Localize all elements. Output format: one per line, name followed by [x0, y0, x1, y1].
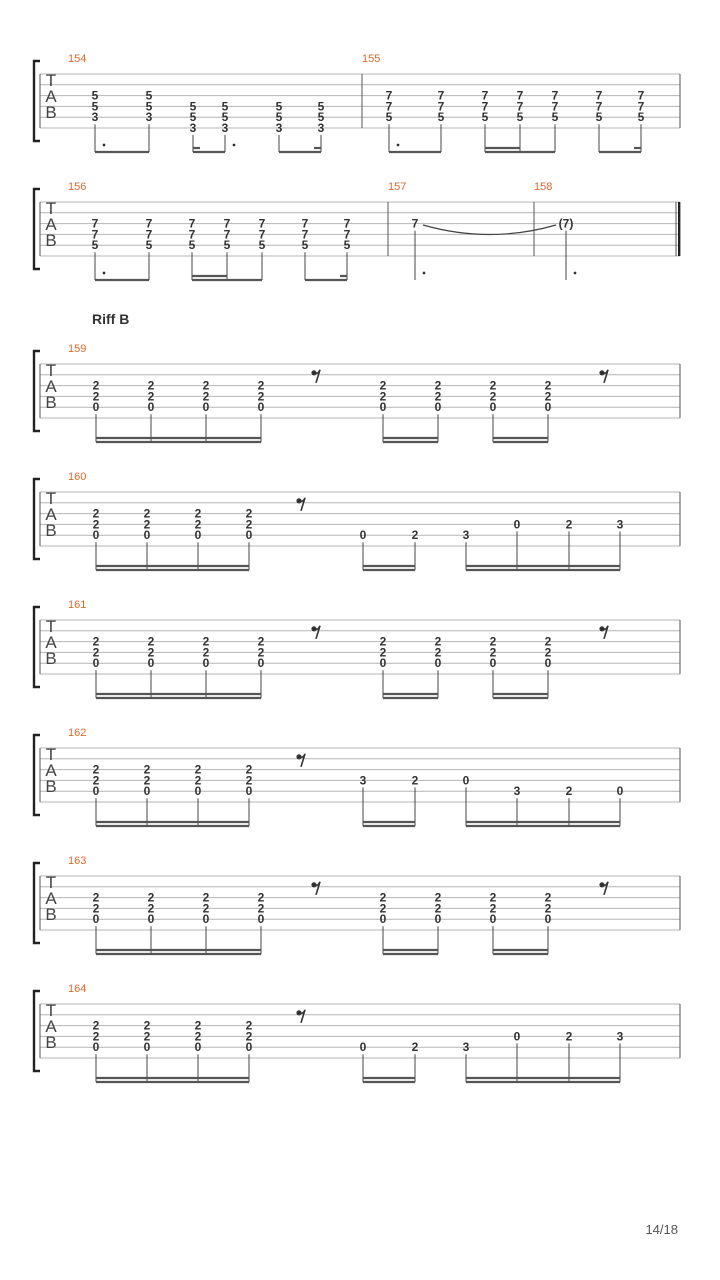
- fret-number: 2: [202, 378, 210, 393]
- tab-clef-letter: B: [45, 905, 57, 924]
- tab-clef-letter: A: [45, 1017, 57, 1036]
- fret-number: 0: [202, 912, 210, 927]
- tab-clef-letter: A: [45, 505, 57, 524]
- fret-number: 5: [91, 88, 99, 103]
- fret-number: 3: [616, 1029, 624, 1044]
- fret-number: 2: [92, 517, 100, 532]
- fret-number: 2: [434, 378, 442, 393]
- tab-clef-letter: T: [45, 745, 57, 764]
- fret-number: 0: [434, 656, 442, 671]
- system-bracket: [34, 991, 40, 1071]
- fret-number: 5: [221, 110, 229, 125]
- fret-number: 3: [317, 121, 325, 135]
- fret-number: 2: [489, 634, 497, 649]
- fret-number: 2: [257, 634, 265, 649]
- system-bracket: [34, 607, 40, 687]
- fret-number: 0: [544, 400, 552, 415]
- tab-clef-letter: B: [45, 103, 57, 122]
- fret-number: 0: [92, 784, 100, 799]
- fret-number: 5: [595, 110, 603, 125]
- fret-number: 2: [202, 645, 210, 660]
- fret-number: 7: [595, 88, 603, 103]
- fret-number: 3: [513, 784, 521, 799]
- fret-number: 2: [489, 901, 497, 916]
- fret-number: 0: [544, 656, 552, 671]
- fret-number: 2: [245, 762, 253, 777]
- fret-number: 2: [379, 634, 387, 649]
- fret-number: 0: [92, 912, 100, 927]
- fret-number: 2: [147, 645, 155, 660]
- fret-number: 3: [616, 517, 624, 532]
- fret-number: 2: [143, 517, 151, 532]
- fret-number: 5: [145, 99, 153, 114]
- fret-number: 2: [92, 634, 100, 649]
- fret-number: 5: [551, 110, 559, 125]
- fret-number: 2: [147, 901, 155, 916]
- fret-number: 5: [637, 110, 645, 125]
- fret-number: 7: [516, 99, 524, 114]
- fret-number: 2: [92, 506, 100, 521]
- fret-number: 5: [385, 110, 393, 125]
- fret-number: 3: [189, 121, 197, 135]
- fret-number: 2: [92, 762, 100, 777]
- fret-number: 7: [188, 227, 196, 242]
- fret-number: 7: [343, 216, 351, 231]
- fret-number: 2: [411, 1040, 419, 1055]
- tab-clef-letter: B: [45, 1033, 57, 1052]
- fret-number: 2: [194, 773, 202, 788]
- tab-clef-letter: T: [45, 71, 57, 90]
- fret-number: 2: [92, 901, 100, 916]
- fret-number: 0: [245, 784, 253, 799]
- fret-number: 2: [565, 517, 573, 532]
- augmentation-dot: [103, 272, 106, 275]
- measure-number: 159: [68, 343, 87, 355]
- fret-number: 2: [92, 773, 100, 788]
- fret-number: 5: [91, 238, 99, 253]
- tab-clef-letter: A: [45, 761, 57, 780]
- fret-number: 2: [143, 762, 151, 777]
- fret-number: 0: [616, 784, 624, 799]
- fret-number: 2: [544, 890, 552, 905]
- fret-number: 2: [379, 389, 387, 404]
- fret-number: 5: [516, 110, 524, 125]
- tab-clef-letter: T: [45, 489, 57, 508]
- fret-number: 2: [143, 1018, 151, 1033]
- fret-number: 2: [147, 389, 155, 404]
- fret-number: 0: [379, 656, 387, 671]
- fret-number: 2: [544, 901, 552, 916]
- fret-number: 0: [202, 400, 210, 415]
- tab-clef-letter: A: [45, 87, 57, 106]
- fret-number: 2: [434, 901, 442, 916]
- fret-number: 2: [202, 389, 210, 404]
- fret-number: 2: [379, 890, 387, 905]
- fret-number: 0: [359, 528, 367, 543]
- fret-number: 2: [143, 773, 151, 788]
- fret-number: 5: [481, 110, 489, 125]
- fret-number: 2: [565, 784, 573, 799]
- fret-number: 7: [385, 99, 393, 114]
- system-bracket: [34, 189, 40, 269]
- tab-clef-letter: T: [45, 873, 57, 892]
- fret-number: 5: [258, 238, 266, 253]
- fret-number: 7: [516, 88, 524, 103]
- fret-number: (7): [558, 216, 574, 231]
- fret-number: 0: [379, 912, 387, 927]
- fret-number: 7: [481, 99, 489, 114]
- tab-clef-letter: B: [45, 777, 57, 796]
- fret-number: 2: [257, 378, 265, 393]
- fret-number: 2: [92, 389, 100, 404]
- fret-number: 2: [379, 901, 387, 916]
- fret-number: 0: [194, 528, 202, 543]
- tab-clef-letter: T: [45, 361, 57, 380]
- tab-clef-letter: T: [45, 1001, 57, 1020]
- fret-number: 7: [223, 216, 231, 231]
- measure-number: 157: [388, 181, 407, 193]
- fret-number: 0: [462, 773, 470, 788]
- fret-number: 0: [359, 1040, 367, 1055]
- system-bracket: [34, 61, 40, 141]
- fret-number: 0: [379, 400, 387, 415]
- fret-number: 7: [437, 88, 445, 103]
- augmentation-dot: [423, 272, 426, 275]
- fret-number: 3: [275, 121, 283, 135]
- fret-number: 0: [92, 656, 100, 671]
- fret-number: 5: [189, 110, 197, 125]
- fret-number: 5: [91, 99, 99, 114]
- fret-number: 3: [359, 773, 367, 788]
- measure-number: 156: [68, 181, 87, 193]
- fret-number: 7: [91, 227, 99, 242]
- fret-number: 3: [221, 121, 229, 135]
- fret-number: 5: [275, 110, 283, 125]
- fret-number: 2: [489, 890, 497, 905]
- fret-number: 2: [143, 506, 151, 521]
- fret-number: 5: [145, 238, 153, 253]
- fret-number: 7: [258, 227, 266, 242]
- fret-number: 7: [301, 216, 309, 231]
- fret-number: 5: [221, 99, 229, 114]
- measure-number: 158: [534, 181, 553, 193]
- fret-number: 2: [411, 773, 419, 788]
- tab-clef-letter: A: [45, 215, 57, 234]
- fret-number: 2: [194, 517, 202, 532]
- measure-number: 154: [68, 53, 87, 65]
- fret-number: 0: [143, 528, 151, 543]
- system-bracket: [34, 479, 40, 559]
- fret-number: 0: [257, 400, 265, 415]
- fret-number: 0: [92, 528, 100, 543]
- fret-number: 2: [434, 890, 442, 905]
- fret-number: 2: [147, 634, 155, 649]
- fret-number: 5: [223, 238, 231, 253]
- fret-number: 2: [202, 890, 210, 905]
- fret-number: 2: [257, 890, 265, 905]
- fret-number: 2: [92, 378, 100, 393]
- fret-number: 2: [544, 389, 552, 404]
- fret-number: 7: [343, 227, 351, 242]
- fret-number: 2: [92, 645, 100, 660]
- fret-number: 0: [434, 400, 442, 415]
- fret-number: 5: [301, 238, 309, 253]
- fret-number: 0: [143, 1040, 151, 1055]
- measure-number: 162: [68, 727, 87, 739]
- fret-number: 0: [257, 656, 265, 671]
- fret-number: 2: [143, 1029, 151, 1044]
- tab-clef-letter: A: [45, 377, 57, 396]
- fret-number: 0: [143, 784, 151, 799]
- fret-number: 3: [462, 528, 470, 543]
- fret-number: 0: [489, 912, 497, 927]
- fret-number: 7: [551, 88, 559, 103]
- tab-clef-letter: A: [45, 633, 57, 652]
- augmentation-dot: [233, 144, 236, 147]
- fret-number: 0: [245, 528, 253, 543]
- fret-number: 5: [317, 99, 325, 114]
- tab-clef-letter: B: [45, 393, 57, 412]
- fret-number: 3: [145, 110, 153, 125]
- fret-number: 2: [434, 645, 442, 660]
- fret-number: 0: [92, 1040, 100, 1055]
- measure-number: 163: [68, 855, 87, 867]
- fret-number: 5: [188, 238, 196, 253]
- fret-number: 0: [544, 912, 552, 927]
- fret-number: 2: [565, 1029, 573, 1044]
- fret-number: 2: [411, 528, 419, 543]
- fret-number: 7: [91, 216, 99, 231]
- section-label-riff-b: Riff B: [92, 311, 130, 327]
- fret-number: 2: [245, 506, 253, 521]
- fret-number: 2: [544, 378, 552, 393]
- augmentation-dot: [103, 144, 106, 147]
- page-number: 14/18: [645, 1222, 678, 1237]
- fret-number: 7: [481, 88, 489, 103]
- fret-number: 0: [194, 1040, 202, 1055]
- fret-number: 7: [385, 88, 393, 103]
- measure-number: 164: [68, 983, 87, 995]
- fret-number: 2: [245, 1029, 253, 1044]
- fret-number: 5: [317, 110, 325, 125]
- measure-number: 155: [362, 53, 381, 65]
- fret-number: 0: [513, 1029, 521, 1044]
- fret-number: 2: [245, 1018, 253, 1033]
- system-bracket: [34, 735, 40, 815]
- fret-number: 0: [147, 656, 155, 671]
- fret-number: 5: [437, 110, 445, 125]
- fret-number: 5: [275, 99, 283, 114]
- fret-number: 0: [245, 1040, 253, 1055]
- fret-number: 0: [194, 784, 202, 799]
- fret-number: 7: [411, 216, 419, 231]
- fret-number: 2: [257, 645, 265, 660]
- tab-clef-letter: T: [45, 617, 57, 636]
- fret-number: 2: [434, 389, 442, 404]
- fret-number: 0: [147, 400, 155, 415]
- system-bracket: [34, 351, 40, 431]
- fret-number: 0: [257, 912, 265, 927]
- fret-number: 7: [551, 99, 559, 114]
- fret-number: 0: [147, 912, 155, 927]
- fret-number: 2: [147, 890, 155, 905]
- fret-number: 0: [489, 656, 497, 671]
- fret-number: 7: [223, 227, 231, 242]
- fret-number: 7: [145, 216, 153, 231]
- fret-number: 2: [245, 773, 253, 788]
- fret-number: 2: [194, 1029, 202, 1044]
- fret-number: 3: [462, 1040, 470, 1055]
- augmentation-dot: [574, 272, 577, 275]
- measure-number: 161: [68, 599, 87, 611]
- fret-number: 7: [145, 227, 153, 242]
- fret-number: 0: [489, 400, 497, 415]
- fret-number: 2: [489, 645, 497, 660]
- fret-number: 2: [92, 1029, 100, 1044]
- fret-number: 2: [379, 378, 387, 393]
- fret-number: 2: [489, 378, 497, 393]
- fret-number: 2: [147, 378, 155, 393]
- fret-number: 7: [188, 216, 196, 231]
- fret-number: 0: [513, 517, 521, 532]
- fret-number: 3: [91, 110, 99, 125]
- tab-clef-letter: B: [45, 521, 57, 540]
- tab-clef-letter: B: [45, 649, 57, 668]
- fret-number: 7: [637, 99, 645, 114]
- fret-number: 2: [202, 901, 210, 916]
- fret-number: 7: [258, 216, 266, 231]
- fret-number: 2: [544, 634, 552, 649]
- fret-number: 7: [301, 227, 309, 242]
- tie-arc: [423, 225, 556, 235]
- fret-number: 0: [92, 400, 100, 415]
- fret-number: 0: [202, 656, 210, 671]
- system-bracket: [34, 863, 40, 943]
- fret-number: 2: [194, 762, 202, 777]
- fret-number: 2: [202, 634, 210, 649]
- fret-number: 2: [434, 634, 442, 649]
- tab-clef-letter: B: [45, 231, 57, 250]
- fret-number: 7: [595, 99, 603, 114]
- fret-number: 7: [637, 88, 645, 103]
- fret-number: 0: [434, 912, 442, 927]
- fret-number: 5: [189, 99, 197, 114]
- tab-clef-letter: A: [45, 889, 57, 908]
- fret-number: 2: [245, 517, 253, 532]
- fret-number: 5: [343, 238, 351, 253]
- fret-number: 2: [379, 645, 387, 660]
- fret-number: 2: [194, 506, 202, 521]
- fret-number: 2: [92, 1018, 100, 1033]
- augmentation-dot: [397, 144, 400, 147]
- fret-number: 2: [257, 389, 265, 404]
- fret-number: 2: [544, 645, 552, 660]
- measure-number: 160: [68, 471, 87, 483]
- fret-number: 7: [437, 99, 445, 114]
- fret-number: 2: [257, 901, 265, 916]
- fret-number: 2: [92, 890, 100, 905]
- tab-clef-letter: T: [45, 199, 57, 218]
- fret-number: 2: [194, 1018, 202, 1033]
- fret-number: 5: [145, 88, 153, 103]
- fret-number: 2: [489, 389, 497, 404]
